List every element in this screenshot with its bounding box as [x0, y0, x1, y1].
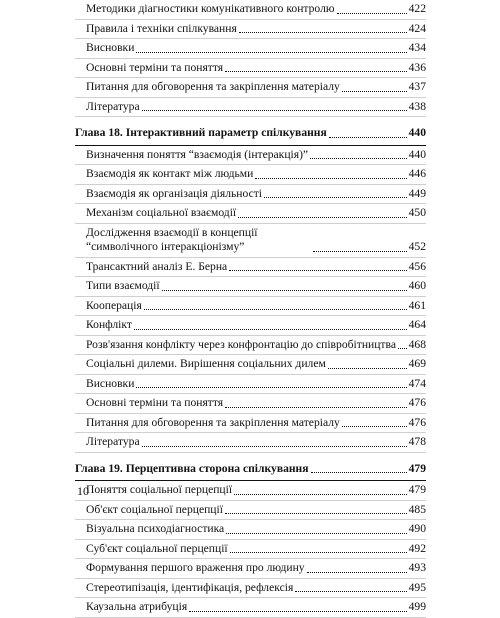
dot-leader: [337, 13, 407, 14]
toc-entry-title: Конфлікт: [86, 318, 132, 331]
toc-entry-title: Поняття соціальної перцепції: [86, 483, 233, 496]
toc-entry-page: 485: [408, 502, 426, 516]
toc-entry-title: Стереотипізація, ідентифікація, рефлексія: [86, 580, 294, 594]
toc-entry: [75, 185, 426, 205]
dot-leader: [136, 387, 406, 388]
toc-entry-page: 490: [408, 522, 426, 535]
dot-leader: [225, 71, 406, 72]
toc-entry-page: 450: [408, 206, 426, 219]
toc-entry-page: 476: [408, 415, 426, 429]
toc-entry-title: Методики діагностики комунікативного контролю: [86, 2, 335, 15]
toc-entry-page: 437: [408, 80, 426, 93]
toc-entry: [75, 297, 426, 317]
toc-entry-page: 449: [408, 186, 426, 200]
dot-leader: [225, 513, 407, 514]
toc-entry: [75, 433, 426, 453]
toc-chapter-heading: [75, 121, 426, 146]
toc-entry-title: Правила і техніки спілкування: [86, 21, 237, 35]
toc-entry-title: Кооперація: [86, 298, 142, 312]
toc-entry: [75, 316, 426, 336]
toc-entry: [75, 394, 426, 414]
dot-leader: [311, 472, 407, 473]
toc-entry-title: Література: [86, 435, 140, 448]
dot-leader: [255, 178, 406, 179]
dot-leader: [313, 251, 407, 252]
dot-leader: [264, 197, 407, 198]
toc-entry-title: Взаємодія як контакт між людьми: [86, 167, 254, 180]
dot-leader: [144, 309, 407, 310]
toc-entry-title: Об'єкт соціальної перцепції: [86, 502, 223, 516]
toc-entry-title: Основні терміни та поняття: [86, 60, 224, 74]
toc-entry-title: Суб'єкт соціальної перцепції: [86, 541, 228, 555]
toc-entry: [75, 501, 426, 521]
dot-leader: [328, 368, 407, 369]
toc-entry-title: Дослідження взаємодії в концепції “символічного інтеракціонізму”: [86, 225, 258, 253]
toc-entry: [75, 598, 426, 618]
toc-entry-page: 468: [408, 337, 426, 351]
toc-entry: [75, 375, 426, 395]
toc-entry: [75, 277, 426, 297]
toc-entry-title: Формування першого враження про людину: [86, 561, 305, 574]
toc-entry-title: Глава 19. Перцептивна сторона спілкування: [75, 461, 309, 475]
toc-entry-page: 434: [408, 41, 426, 54]
toc-entry-page: 479: [408, 483, 426, 496]
page-number: 10: [77, 484, 89, 498]
toc-entry-title: Розв'язання конфлікту через конфронтацію до співробітництва: [86, 337, 396, 351]
toc-entry-page: 452: [408, 240, 426, 253]
toc-entry: [75, 78, 426, 98]
dot-leader: [229, 270, 406, 271]
toc-entry: [75, 0, 426, 20]
dot-leader: [234, 494, 407, 495]
dot-leader: [189, 611, 406, 612]
toc-entry-page: 438: [408, 99, 426, 113]
toc-entry-page: 460: [408, 279, 426, 292]
toc-entry-page: 474: [408, 376, 426, 390]
toc-entry: [75, 481, 426, 501]
toc-entry: [75, 204, 426, 224]
toc-entry-title: Висновки: [86, 41, 135, 54]
toc-entry: [75, 98, 426, 118]
toc-entry: [75, 20, 426, 40]
toc-chapter-heading: [75, 457, 426, 482]
dot-leader: [136, 52, 406, 53]
toc-entry: [75, 59, 426, 79]
toc-entry-title: Висновки: [86, 376, 135, 390]
toc-entry-page: 476: [408, 396, 426, 409]
toc-entry: [75, 520, 426, 540]
toc-entry-title: Література: [86, 99, 140, 113]
toc-entry-title: Визначення поняття “взаємодія (інтеракція)”: [86, 147, 309, 161]
toc-entry-page: 422: [408, 2, 426, 15]
toc-entry-page: 440: [408, 126, 426, 139]
toc-entry-title: Типи взаємодії: [86, 279, 160, 292]
toc-entry-title: Соціальні дилеми. Вирішення соціальних дилем: [86, 357, 326, 370]
toc-entry-title: Трансактний аналіз Е. Берна: [86, 259, 228, 273]
dot-leader: [226, 533, 406, 534]
toc-entry-title: Механізм соціальної взаємодії: [86, 206, 237, 219]
toc-entry: [75, 355, 426, 375]
toc-entry-title: Питання для обговорення та закріплення матеріалу: [86, 80, 340, 93]
toc-entry: [75, 559, 426, 579]
toc-entry-page: 446: [408, 167, 426, 180]
toc-entry: [75, 579, 426, 599]
dot-leader: [398, 348, 407, 349]
toc-entry-page: 479: [408, 461, 426, 475]
dot-leader: [162, 290, 407, 291]
dot-leader: [238, 217, 406, 218]
toc-entry-page: 478: [408, 435, 426, 448]
toc-entry: [75, 39, 426, 59]
dot-leader: [329, 137, 407, 138]
toc-entry: [75, 258, 426, 278]
toc-entry-title: Взаємодія як організація діяльності: [86, 186, 263, 200]
dot-leader: [230, 552, 407, 553]
toc-entry-title: Глава 18. Інтерактивний параметр спілкування: [75, 126, 327, 139]
toc-entry-page: 493: [408, 561, 426, 574]
toc-entry-title: Основні терміни та поняття: [86, 396, 224, 409]
dot-leader: [239, 32, 407, 33]
toc-entry: [75, 224, 426, 258]
toc-entry: [75, 414, 426, 434]
toc-entry-page: 492: [408, 541, 426, 555]
toc-entry-page: 424: [408, 21, 426, 35]
dot-leader: [295, 591, 406, 592]
toc-entry-page: 461: [408, 298, 426, 312]
toc-entry: [75, 165, 426, 185]
toc-entry-title: Візуальна психодіагностика: [86, 522, 225, 535]
dot-leader: [342, 426, 407, 427]
toc-entry: [75, 540, 426, 560]
dot-leader: [342, 91, 407, 92]
toc-entry-page: 436: [408, 60, 426, 74]
toc-entry-page: 456: [408, 259, 426, 273]
toc-entry: [75, 336, 426, 356]
dot-leader: [134, 329, 407, 330]
toc-entry-page: 499: [408, 600, 426, 613]
dot-leader: [142, 110, 407, 111]
toc-entry-page: 464: [408, 318, 426, 331]
dot-leader: [307, 572, 407, 573]
dot-leader: [225, 407, 406, 408]
toc-entry-page: 469: [408, 357, 426, 370]
toc-entry-title: Питання для обговорення та закріплення матеріалу: [86, 415, 340, 429]
toc-entry: [75, 146, 426, 166]
toc-entry-title: Каузальна атрибуція: [86, 600, 188, 613]
toc-entry-page: 440: [408, 147, 426, 161]
table-of-contents: [75, 0, 426, 618]
toc-entry-page: 495: [408, 580, 426, 594]
dot-leader: [142, 446, 407, 447]
dot-leader: [310, 158, 407, 159]
